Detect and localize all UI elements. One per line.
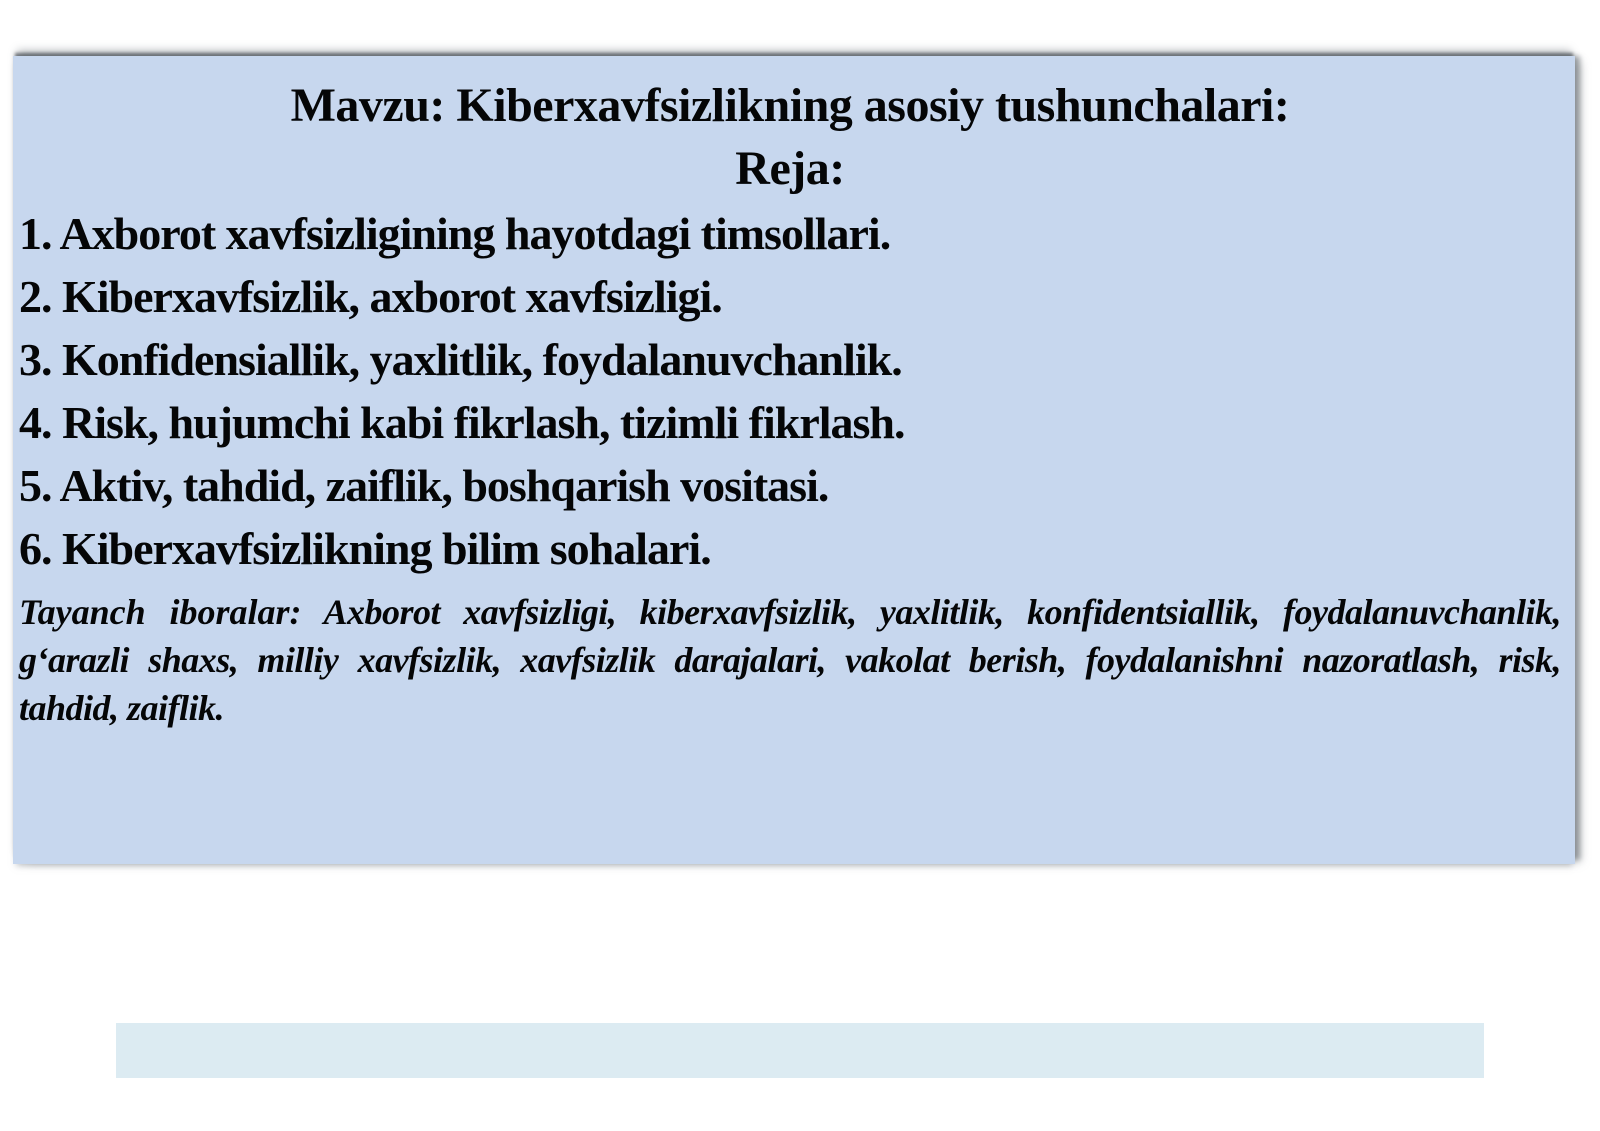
agenda-item-4: 4. Risk, hujumchi kabi fikrlash, tizimli fikrlash. — [19, 397, 905, 448]
keywords-paragraph — [19, 588, 1561, 732]
agenda-item-6: 6. Kiberxavfsizlikning bilim sohalari. — [19, 523, 711, 574]
agenda-item-1: 1. Axborot xavfsizligining hayotdagi timsollari. — [19, 208, 891, 259]
keywords-terms-text: Axborot xavfsizligi, kiberxavfsizlik, yaxlitlik, konfidentsiallik, foydalanuvchanlik, g‘arazli shaxs, milliy xavfsizlik, xavfsizlik darajalari, vakolat berish, foydalanishni nazoratlash, risk, tahdid, zaiflik. — [19, 592, 1561, 728]
slide-subtitle: Reja: — [735, 142, 845, 195]
keywords-lead-label: Tayanch iboralar: — [19, 592, 302, 632]
agenda-item-3: 3. Konfidensiallik, yaxlitlik, foydalanuvchanlik. — [19, 334, 902, 385]
agenda-item-5: 5. Aktiv, tahdid, zaiflik, boshqarish vositasi. — [19, 460, 829, 511]
content-card — [13, 56, 1575, 864]
slide-title: Mavzu: Kiberxavfsizlikning asosiy tushunchalari: — [290, 79, 1290, 132]
agenda-item-2: 2. Kiberxavfsizlik, axborot xavfsizligi. — [19, 271, 722, 322]
agenda-list — [19, 202, 1561, 580]
bottom-bar — [116, 1023, 1484, 1078]
